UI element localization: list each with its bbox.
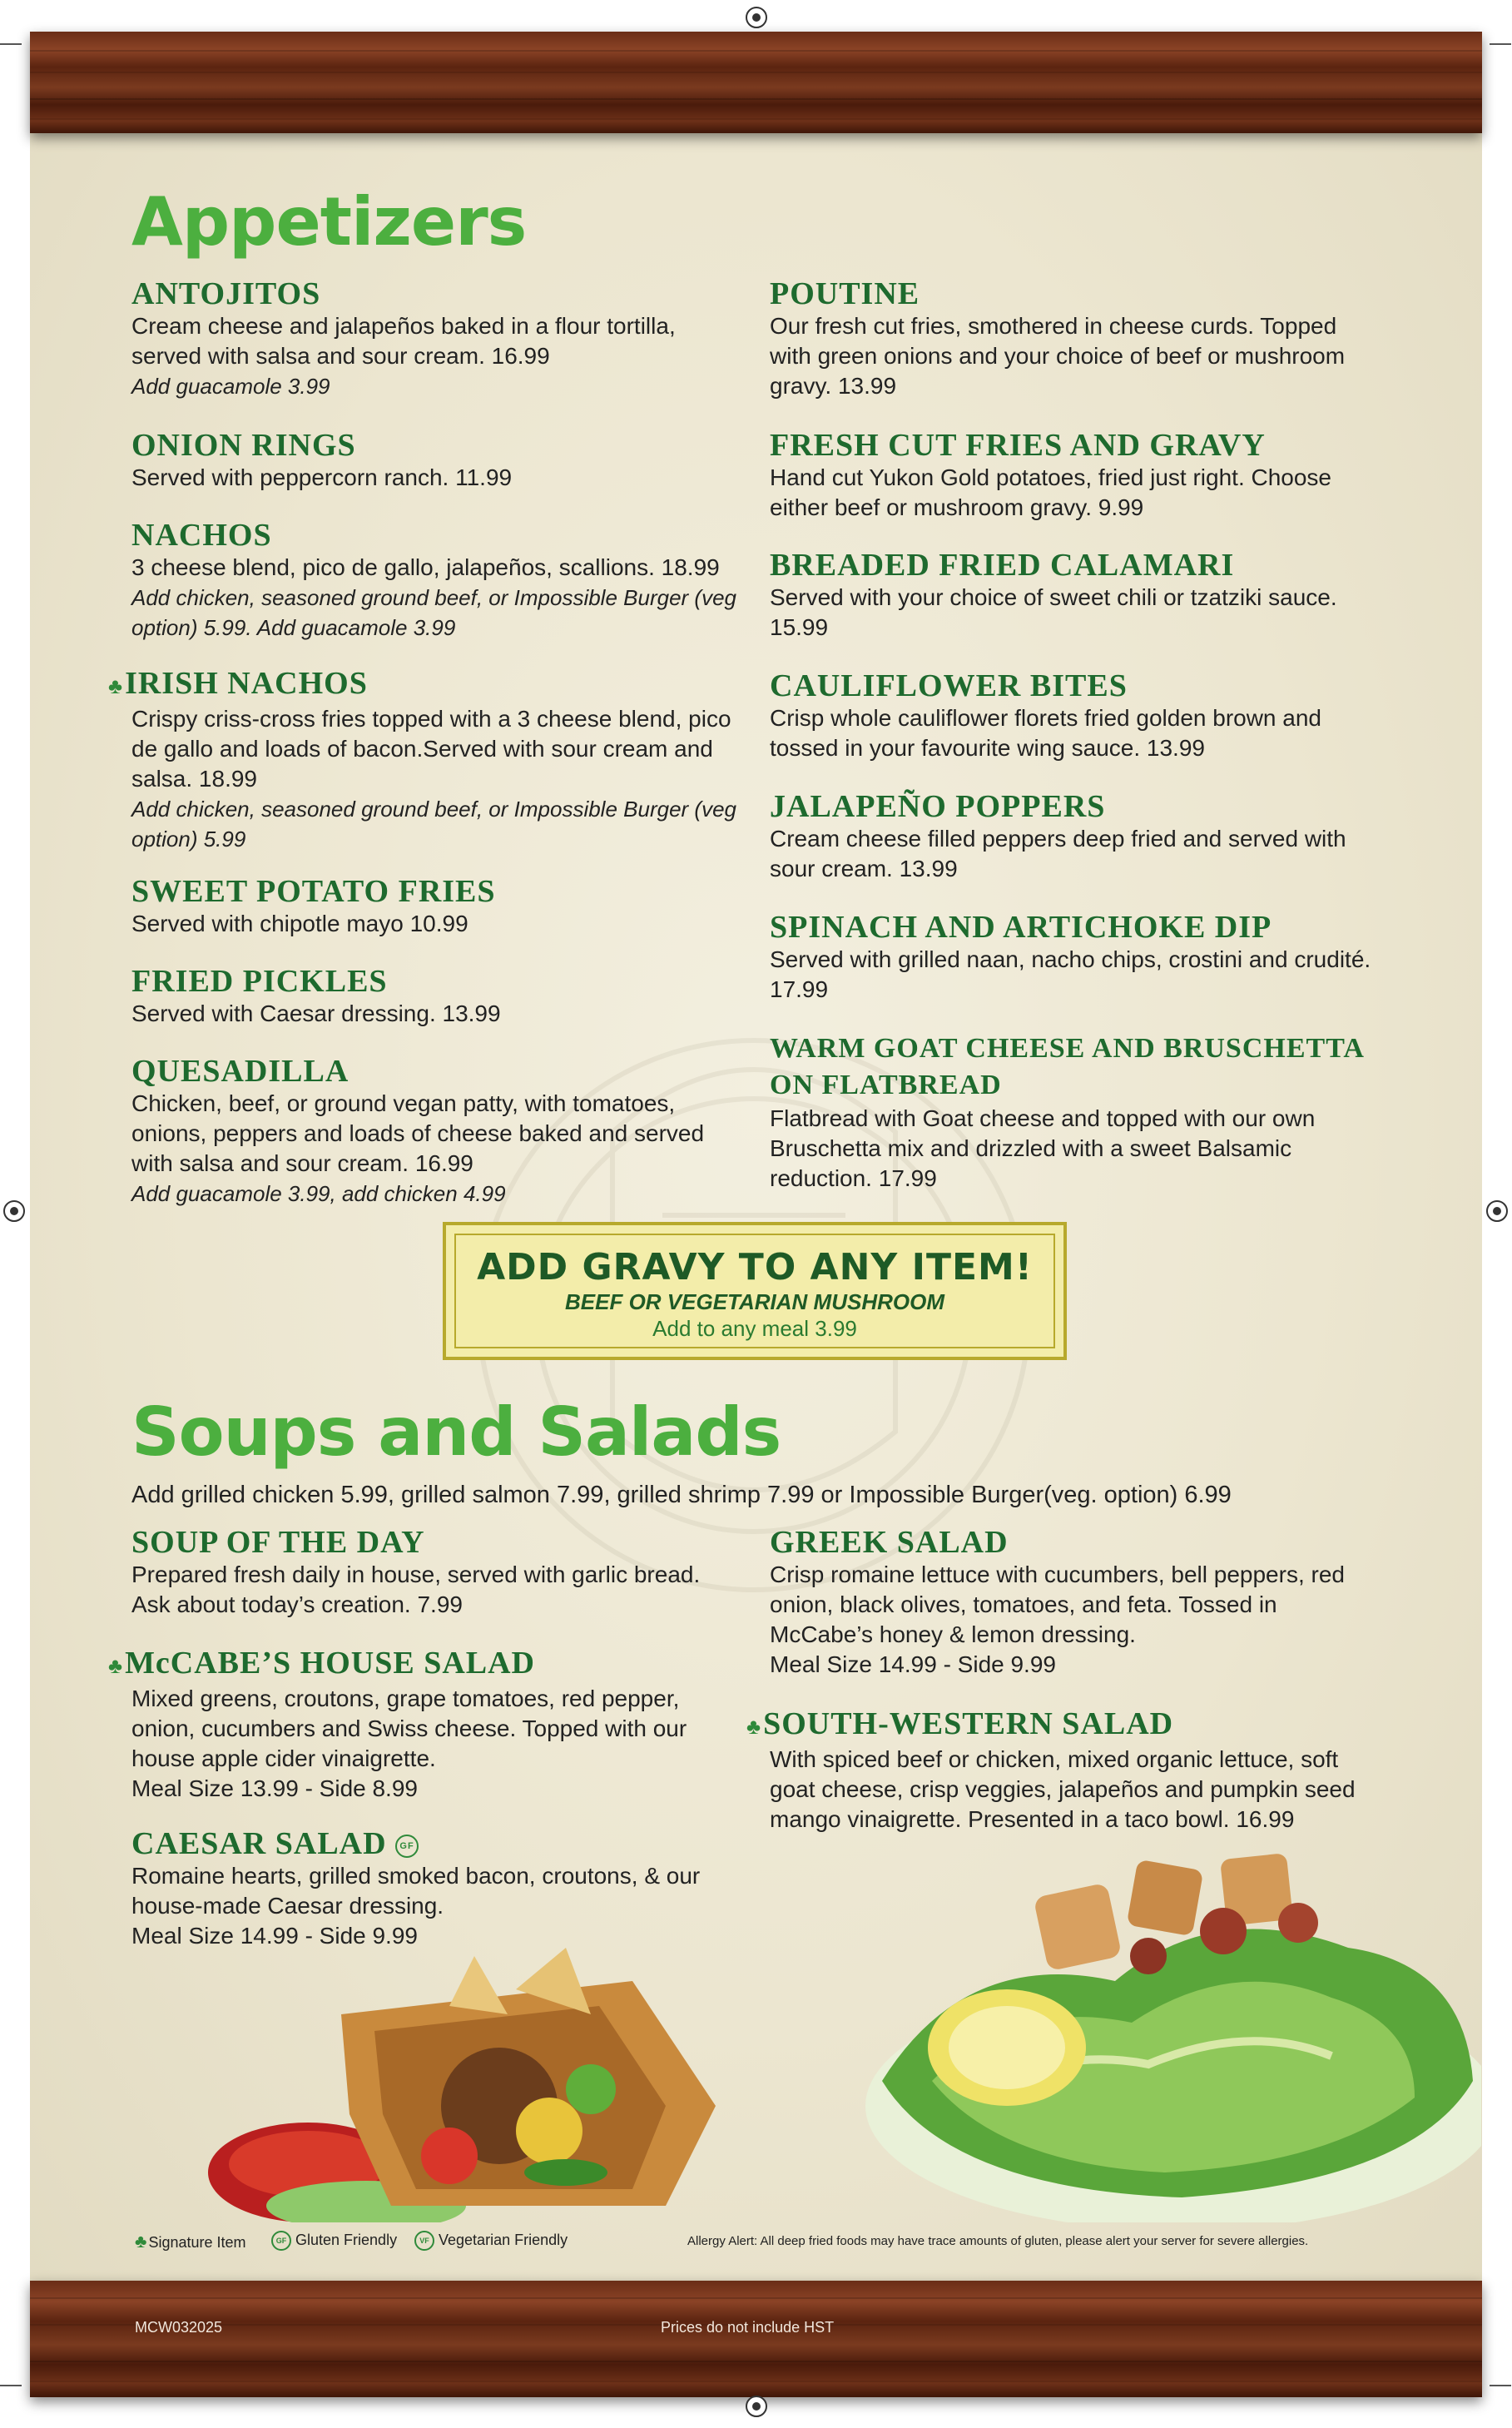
hst-notice: Prices do not include HST bbox=[661, 2319, 835, 2336]
menu-item-south-western-salad bbox=[746, 1706, 1381, 1835]
item-desc: Prepared fresh daily in house, served with garlic bread. Ask about today’s creation. 7.99 bbox=[131, 1562, 701, 1617]
item-desc: Chicken, beef, or ground vegan patty, with tomatoes, onions, peppers and loads of cheese baked and served with salsa and sour cream. 16.99 bbox=[131, 1090, 705, 1176]
item-name: IRISH NACHOS bbox=[125, 666, 368, 701]
menu-code: MCW032025 bbox=[135, 2319, 223, 2336]
menu-item-sweet-potato-fries bbox=[131, 874, 739, 939]
menu-item-fresh-cut-fries bbox=[770, 428, 1381, 523]
menu-item-nachos bbox=[131, 518, 739, 643]
gravy-headline: ADD GRAVY TO ANY ITEM! bbox=[477, 1246, 1033, 1288]
item-desc: Our fresh cut fries, smothered in cheese curds. Topped with green onions and your choice of beef or mushroom gravy. 13.99 bbox=[770, 313, 1346, 399]
item-desc: Crispy criss-cross fries topped with a 3 cheese blend, pico de gallo and loads of bacon.Served with sour cream and salsa. 18.99 bbox=[131, 706, 731, 792]
item-name: CAESAR SALAD bbox=[131, 1826, 387, 1861]
item-desc: Mixed greens, croutons, grape tomatoes, red pepper, onion, cucumbers and Swiss cheese. Topped with our house apple cider vinaigrette. bbox=[131, 1686, 687, 1771]
soups-salads-title: Soups and Salads bbox=[131, 1393, 781, 1471]
item-note: Add guacamole 3.99 bbox=[131, 374, 330, 399]
legend-vegetarian bbox=[414, 2231, 568, 2251]
menu-item-quesadilla bbox=[131, 1054, 739, 1209]
gravy-subtitle: BEEF OR VEGETARIAN MUSHROOM bbox=[565, 1289, 944, 1314]
top-wood-plank bbox=[30, 32, 1482, 133]
registration-mark-left-icon bbox=[3, 1200, 25, 1222]
menu-item-fried-pickles bbox=[131, 964, 739, 1029]
item-desc: Cream cheese filled peppers deep fried and served with sour cream. 13.99 bbox=[770, 826, 1346, 881]
legend-gluten bbox=[271, 2231, 397, 2251]
gravy-price: Add to any meal 3.99 bbox=[652, 1316, 857, 1341]
crop-mark bbox=[1490, 43, 1511, 45]
item-name: FRIED PICKLES bbox=[131, 964, 388, 999]
legend-vegetarian-label: Vegetarian Friendly bbox=[439, 2231, 568, 2248]
menu-item-caesar-salad bbox=[131, 1826, 739, 1951]
item-desc: With spiced beef or chicken, mixed organic lettuce, soft goat cheese, crisp veggies, jalapeños and pumpkin seed mango vinaigrette. Presented in a taco bowl. 16.99 bbox=[770, 1746, 1356, 1832]
item-name: BREADED FRIED CALAMARI bbox=[770, 548, 1235, 583]
item-desc: Served with your choice of sweet chili or tzatziki sauce. 15.99 bbox=[770, 584, 1337, 640]
legend-signature bbox=[135, 2231, 246, 2252]
allergy-alert: Allergy Alert: All deep fried foods may have trace amounts of gluten, please alert your server for severe allergies. bbox=[687, 2234, 1309, 2248]
legend-gluten-label: Gluten Friendly bbox=[295, 2231, 398, 2248]
appetizers-title: Appetizers bbox=[131, 183, 527, 261]
item-name: SOUP OF THE DAY bbox=[131, 1525, 425, 1560]
item-name: SPINACH AND ARTICHOKE DIP bbox=[770, 910, 1272, 945]
crop-mark bbox=[0, 43, 22, 45]
item-sizes: Meal Size 14.99 - Side 9.99 bbox=[131, 1923, 418, 1949]
item-name: JALAPEÑO POPPERS bbox=[770, 789, 1106, 824]
item-name: QUESADILLA bbox=[131, 1054, 349, 1089]
menu-item-goat-cheese-flatbread bbox=[770, 1030, 1381, 1194]
item-name: SOUTH-WESTERN SALAD bbox=[763, 1706, 1174, 1741]
shamrock-icon: ♣ bbox=[108, 1654, 124, 1678]
taco-salad-image bbox=[200, 1939, 832, 2222]
item-name: FRESH CUT FRIES AND GRAVY bbox=[770, 428, 1266, 463]
item-sizes: Meal Size 13.99 - Side 8.99 bbox=[131, 1775, 418, 1801]
item-name: NACHOS bbox=[131, 518, 272, 553]
item-desc: Crisp romaine lettuce with cucumbers, bell peppers, red onion, black olives, tomatoes, and feta. Tossed in McCabe’s honey & lemon dressing. bbox=[770, 1562, 1345, 1647]
shamrock-icon: ♣ bbox=[746, 1715, 762, 1739]
registration-mark-top-icon bbox=[746, 7, 767, 28]
item-desc: Crisp whole cauliflower florets fried golden brown and tossed in your favourite wing sauce. 13.99 bbox=[770, 705, 1322, 761]
item-name: ANTOJITOS bbox=[131, 276, 321, 311]
item-desc: Cream cheese and jalapeños baked in a flour tortilla, served with salsa and sour cream. 16.99 bbox=[131, 313, 676, 369]
item-desc: Served with Caesar dressing. 13.99 bbox=[131, 1000, 501, 1026]
crop-mark bbox=[0, 2385, 22, 2386]
menu-item-antojitos bbox=[131, 276, 739, 401]
registration-mark-right-icon bbox=[1486, 1200, 1508, 1222]
item-desc: 3 cheese blend, pico de gallo, jalapeños, scallions. 18.99 bbox=[131, 554, 720, 580]
item-name: ONION RINGS bbox=[131, 428, 356, 463]
menu-item-poutine bbox=[770, 276, 1381, 401]
gravy-callout-box bbox=[443, 1222, 1067, 1360]
shamrock-icon: ♣ bbox=[135, 2231, 147, 2252]
item-sizes: Meal Size 14.99 - Side 9.99 bbox=[770, 1651, 1056, 1677]
item-desc: Romaine hearts, grilled smoked bacon, croutons, & our house-made Caesar dressing. bbox=[131, 1863, 701, 1919]
item-note: Add guacamole 3.99, add chicken 4.99 bbox=[131, 1181, 506, 1206]
item-note: Add chicken, seasoned ground beef, or Impossible Burger (veg option) 5.99. Add guacamole 3.99 bbox=[131, 585, 736, 640]
item-name: GREEK SALAD bbox=[770, 1525, 1009, 1560]
legend-signature-label: Signature Item bbox=[148, 2234, 246, 2251]
shamrock-icon: ♣ bbox=[108, 674, 124, 698]
item-name: POUTINE bbox=[770, 276, 920, 311]
salad-addons: Add grilled chicken 5.99, grilled salmon 7.99, grilled shrimp 7.99 or Impossible Burger(veg. option) 6.99 bbox=[131, 1482, 1232, 1508]
item-name: WARM GOAT CHEESE AND BRUSCHETTA ON FLATBREAD bbox=[770, 1033, 1364, 1100]
item-name: CAULIFLOWER BITES bbox=[770, 668, 1128, 703]
gluten-friendly-icon: GF bbox=[271, 2231, 291, 2251]
menu-item-calamari bbox=[770, 548, 1381, 643]
menu-item-spinach-dip bbox=[770, 910, 1381, 1005]
gluten-friendly-icon: GF bbox=[395, 1835, 419, 1858]
item-desc: Flatbread with Goat cheese and topped with our own Bruschetta mix and drizzled with a sweet Balsamic reduction. 17.99 bbox=[770, 1105, 1316, 1191]
menu-item-house-salad bbox=[108, 1646, 739, 1804]
item-note: Add chicken, seasoned ground beef, or Impossible Burger (veg option) 5.99 bbox=[131, 797, 736, 852]
crop-mark bbox=[1490, 2385, 1511, 2386]
item-desc: Served with peppercorn ranch. 11.99 bbox=[131, 464, 513, 490]
vegetarian-friendly-icon: VF bbox=[414, 2231, 434, 2251]
item-desc: Served with chipotle mayo 10.99 bbox=[131, 911, 468, 936]
item-desc: Served with grilled naan, nacho chips, crostini and crudité. 17.99 bbox=[770, 946, 1371, 1002]
caesar-salad-image bbox=[832, 1831, 1481, 2222]
menu-item-irish-nachos bbox=[108, 666, 739, 854]
registration-mark-bottom-icon bbox=[746, 2396, 767, 2417]
item-name: SWEET POTATO FRIES bbox=[131, 874, 496, 909]
bottom-wood-plank bbox=[30, 2281, 1482, 2397]
menu-item-soup-of-the-day bbox=[131, 1525, 739, 1620]
item-name: McCABE’S HOUSE SALAD bbox=[125, 1646, 536, 1681]
menu-item-onion-rings bbox=[131, 428, 739, 493]
menu-item-greek-salad bbox=[770, 1525, 1381, 1680]
menu-item-jalapeno-poppers bbox=[770, 789, 1381, 884]
item-desc: Hand cut Yukon Gold potatoes, fried just right. Choose either beef or mushroom gravy. 9.99 bbox=[770, 464, 1332, 520]
menu-item-cauliflower-bites bbox=[770, 668, 1381, 763]
